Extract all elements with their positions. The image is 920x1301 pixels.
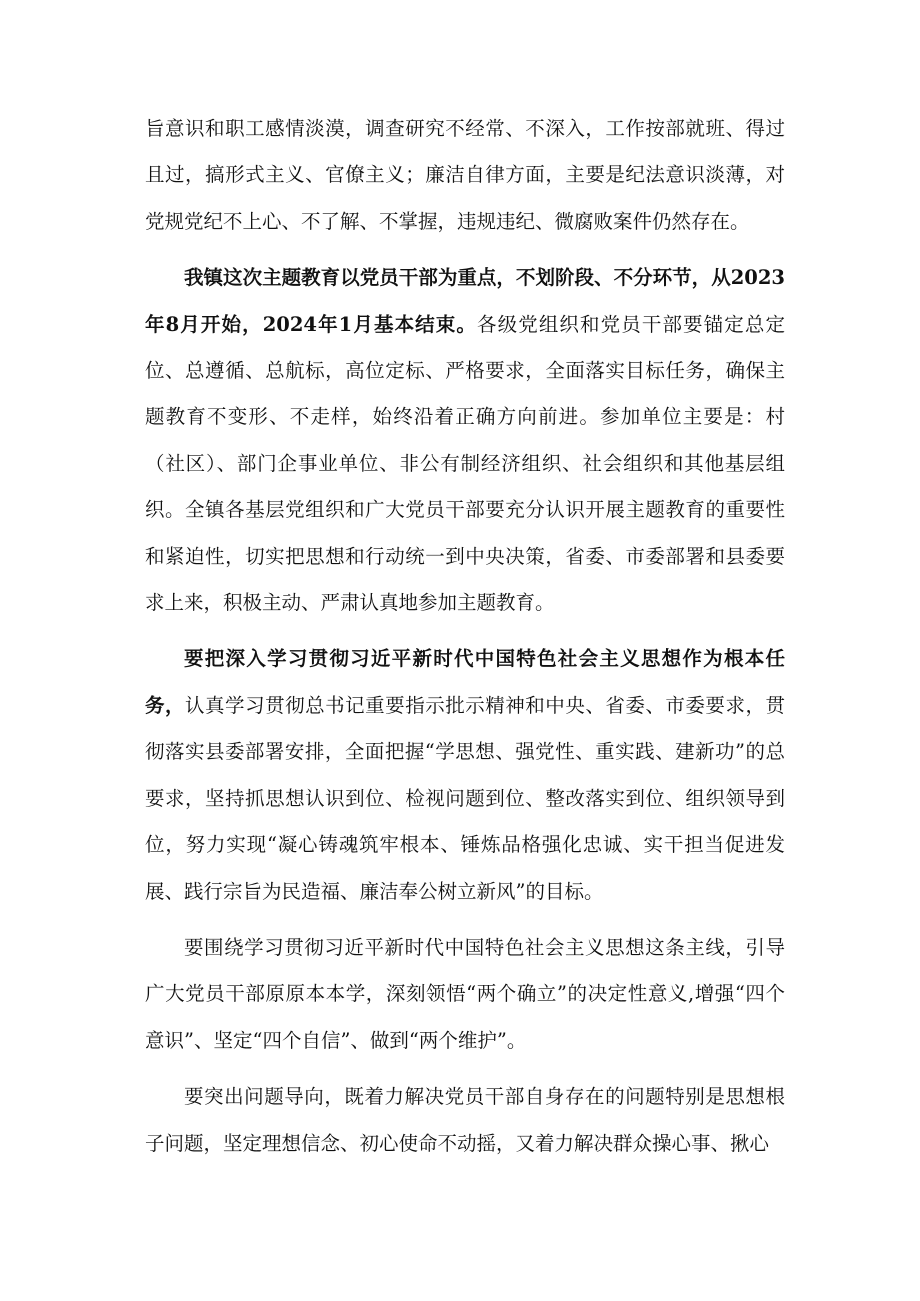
paragraph-2-bold-lead: 我镇这次主题教育以党员干部为重点，不划阶段、不分环节，从2023年8月开始，2024年1月基本结束。	[145, 266, 785, 336]
paragraph-2	[145, 255, 785, 626]
paragraph-4	[145, 925, 785, 1064]
document-page	[145, 106, 785, 1177]
paragraph-3-bold-lead: 要把深入学习贯彻习近平新时代中国特色社会主义思想作为根本任务，	[145, 647, 785, 717]
paragraph-2-text: 各级党组织和党员干部要锚定总定位、总遵循、总航标，高位定标、严格要求，全面落实目标任务，确保主题教育不变形、不走样，始终沿着正确方向前进。参加单位主要是：村（社区）、部门企事业单位、非公有制经济组织、社会组织和其他基层组织。全镇各基层党组织和广大党员干部要充分认识开展主题教育的重要性和紧迫性，切实把思想和行动统一到中央决策，省委、市委部署和县委要求上来，积极主动、严肃认真地参加主题教育。	[145, 312, 785, 615]
paragraph-5-text: 要突出问题导向，既着力解决党员干部自身存在的问题特别是思想根子问题，坚定理想信念、初心使命不动摇，又着力解决群众操心事、揪心	[145, 1085, 785, 1155]
paragraph-1	[145, 106, 785, 245]
paragraph-1-text: 旨意识和职工感情淡漠，调查研究不经常、不深入，工作按部就班、得过且过，搞形式主义、官僚主义；廉洁自律方面，主要是纪法意识淡薄，对党规党纪不上心、不了解、不掌握，违规违纪、微腐败案件仍然存在。	[145, 117, 785, 233]
paragraph-3	[145, 636, 785, 914]
paragraph-4-text: 要围绕学习贯彻习近平新时代中国特色社会主义思想这条主线，引导广大党员干部原原本本学，深刻领悟“两个确立”的决定性意义,增强“四个意识”、坚定“四个自信”、做到“两个维护”。	[145, 935, 785, 1052]
paragraph-3-text: 认真学习贯彻总书记重要指示批示精神和中央、省委、市委要求，贯彻落实县委部署安排，全面把握“学思想、强党性、重实践、建新功”的总要求，坚持抓思想认识到位、检视问题到位、整改落实到位、组织领导到位，努力实现“凝心铸魂筑牢根本、锤炼品格强化忠诚、实干担当促进发展、践行宗旨为民造福、廉洁奉公树立新风”的目标。	[145, 693, 785, 903]
paragraph-5	[145, 1074, 785, 1167]
